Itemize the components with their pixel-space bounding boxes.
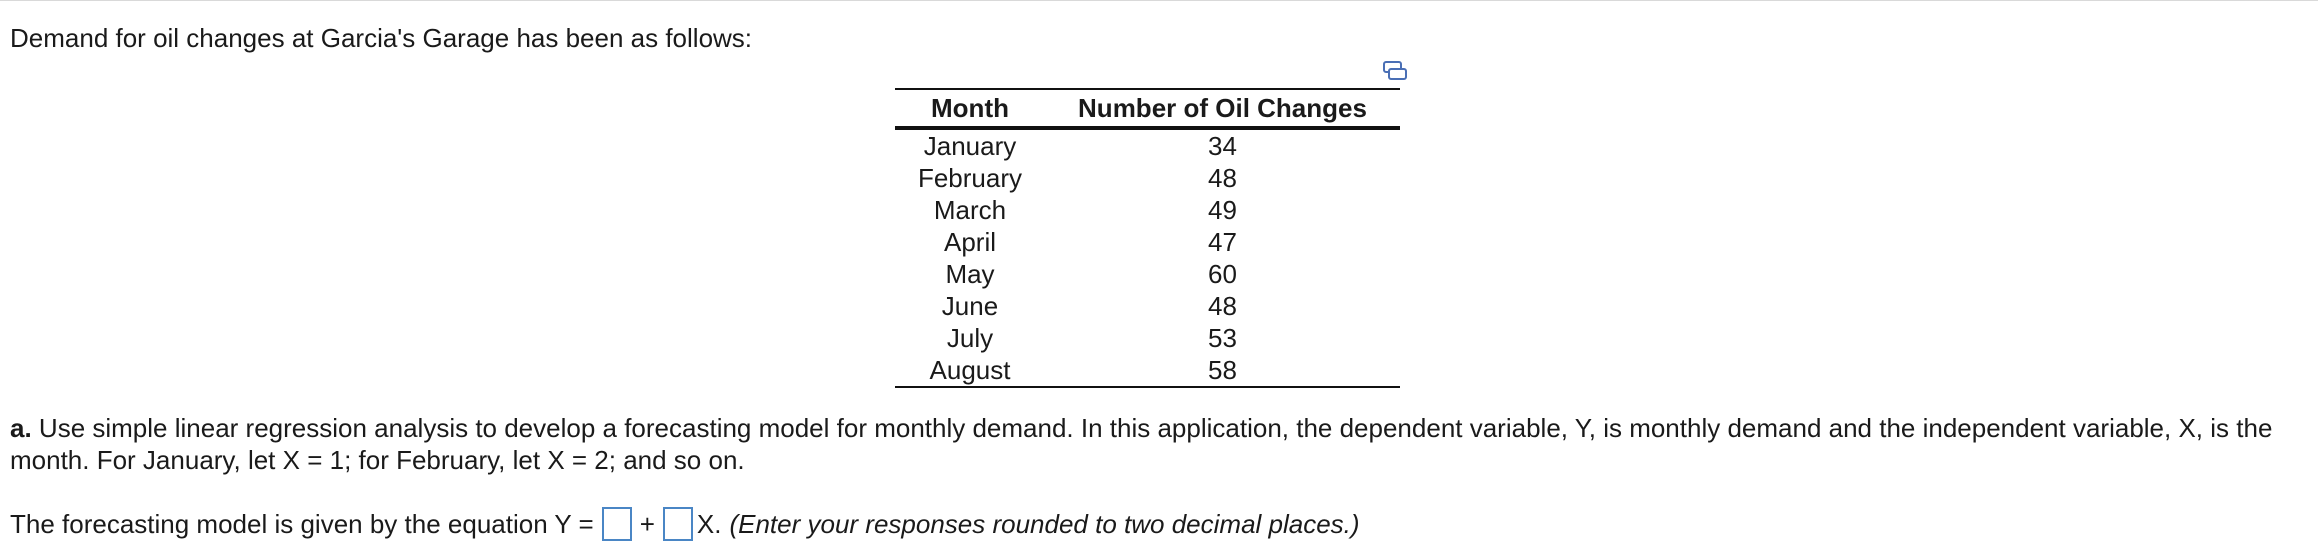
month-cell: May: [945, 259, 995, 289]
table-header-row: [895, 89, 1400, 128]
count-cell: 48: [1208, 163, 1237, 193]
month-cell: August: [929, 355, 1011, 385]
forecast-equation: [10, 506, 1360, 542]
month-cell: March: [933, 195, 1007, 225]
table-row: [895, 290, 1400, 322]
equation-plus: +: [639, 509, 655, 539]
copy-table-icon[interactable]: [1383, 60, 1409, 82]
rounding-hint: (Enter your responses rounded to two decimal places.): [729, 509, 1360, 539]
count-cell: 60: [1208, 259, 1237, 289]
count-cell: 53: [1208, 323, 1237, 353]
count-column-header: Number of Oil Changes: [1045, 89, 1400, 128]
part-a-label: a.: [10, 413, 32, 443]
equation-prefix: The forecasting model is given by the equation Y =: [10, 509, 594, 539]
month-cell: January: [923, 131, 1017, 161]
oil-changes-table: [895, 88, 1400, 388]
table-row: [895, 162, 1400, 194]
table-row: [895, 322, 1400, 354]
count-cell: 47: [1208, 227, 1237, 257]
part-a-text: Use simple linear regression analysis to develop a forecasting model for monthly demand. In this application, the dependent variable, Y, is monthly demand and the independent variable, X, is the month. For January, let X = 1; for February, let X = 2; and so on.: [10, 413, 2273, 475]
count-cell: 49: [1208, 195, 1237, 225]
question-intro: Demand for oil changes at Garcia's Garage has been as follows:: [10, 23, 753, 53]
slope-answer-input[interactable]: [663, 507, 693, 541]
table-row: [895, 258, 1400, 290]
table-row: [895, 194, 1400, 226]
count-cell: 48: [1208, 291, 1237, 321]
table-row: [895, 226, 1400, 258]
count-cell: 34: [1208, 131, 1237, 161]
equation-x-suffix: X.: [696, 509, 722, 539]
table-row: [895, 128, 1400, 162]
month-cell: February: [917, 163, 1023, 193]
month-cell: June: [941, 291, 999, 321]
month-cell: April: [943, 227, 996, 257]
top-divider: [0, 0, 2318, 1]
month-column-header: Month: [895, 89, 1045, 128]
count-cell: 58: [1208, 355, 1237, 385]
oil-changes-table-container: [895, 88, 1400, 388]
intercept-answer-input[interactable]: [602, 507, 632, 541]
part-a-instructions: [10, 412, 2300, 476]
month-cell: July: [946, 323, 994, 353]
table-row: [895, 354, 1400, 387]
